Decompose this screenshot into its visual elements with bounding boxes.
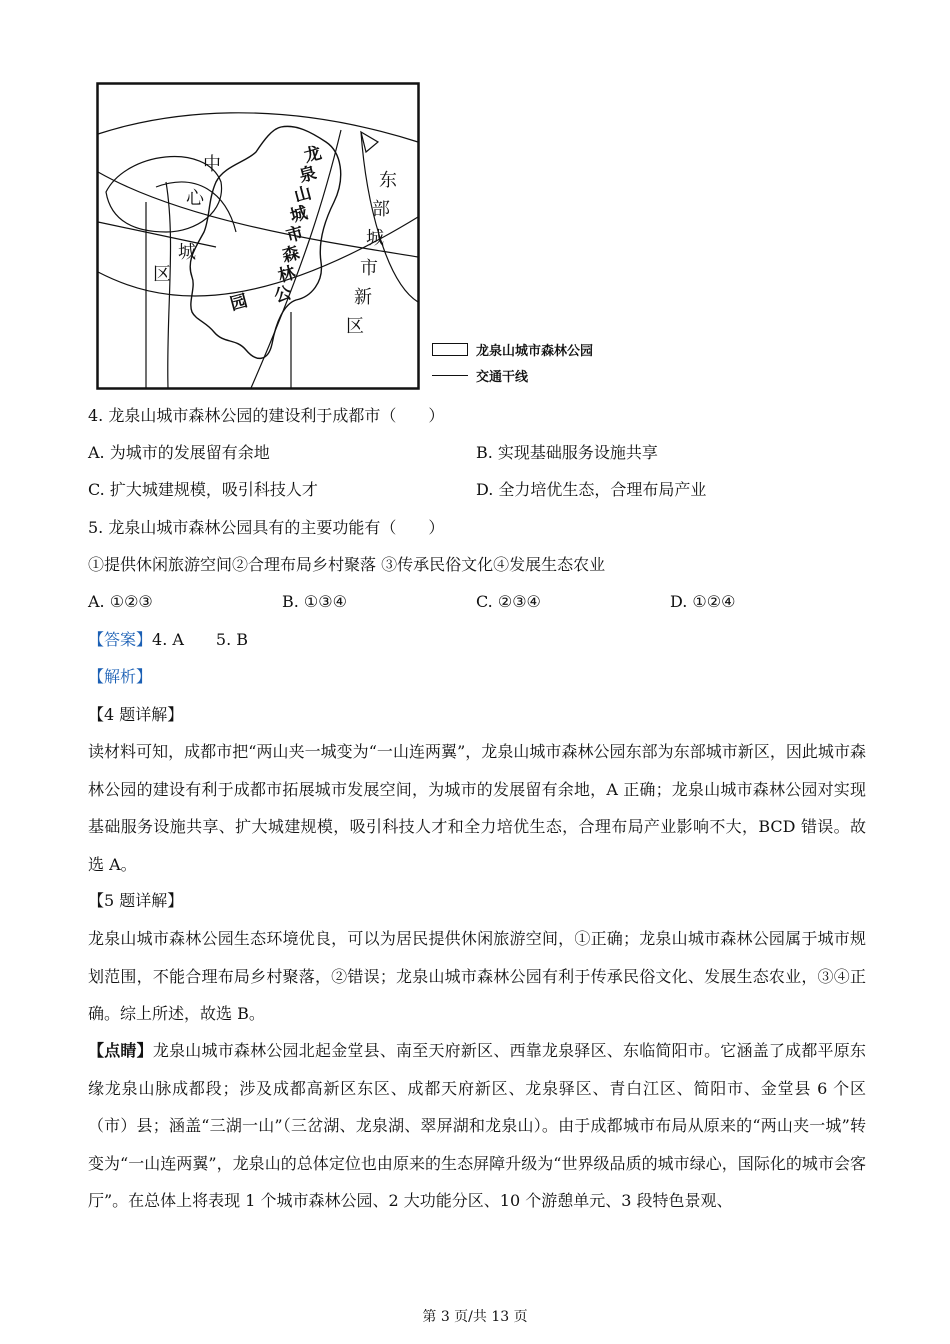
east-label-2: 部 [372,199,390,220]
detail4-heading: 【4 题详解】 [88,705,184,724]
q4-option-d: D. 全力培优生态，合理布局产业 [476,480,707,499]
legend-road-label: 交通干线 [476,369,529,385]
park-label-3: 山 [292,183,314,207]
note-label: 【点睛】 [88,1041,153,1060]
q5-option-c: C. ②③④ [476,592,541,611]
answer-label: 【答案】 [88,630,153,649]
q5-option-b: B. ①③④ [282,592,347,611]
answer-line [88,630,248,650]
q4-stem: 4. 龙泉山城市森林公园的建设利于成都市（ ） [88,406,445,425]
map-legend [432,336,593,388]
east-label-6: 区 [346,316,364,337]
central-label-3: 城 [178,242,196,263]
park-label-9: 园 [228,291,250,315]
note-block [88,1032,866,1220]
east-label-4: 市 [360,258,378,279]
park-label-7: 林 [276,263,298,287]
east-label-1: 东 [379,170,397,191]
q5-option-a: A. ①②③ [88,592,153,611]
q4-option-b: B. 实现基础服务设施共享 [476,443,658,462]
central-label-2: 心 [186,188,204,209]
detail4-text: 读材料可知，成都市把“两山夹一城变为“一山连两翼”，龙泉山城市森林公园东部为东部城市新区，因此城市森林公园的建设有利于成都市拓展城市发展空间，为城市的发展留有余地，A 正确；龙泉山城市森林公园对实现基础服务设施共享、扩大城建规模，吸引科技人才和全力培优生态，合理布局产业影响不大，BCD 错误。故选 A。 [88,742,866,874]
park-label-2: 泉 [297,163,319,187]
q5-stem: 5. 龙泉山城市森林公园具有的主要功能有（ ） [88,518,445,537]
east-label-5: 新 [354,287,372,308]
page-footer: 第 3 页/共 13 页 [422,1309,528,1325]
park-label-5: 市 [284,223,306,247]
legend-park-swatch [432,343,468,356]
analysis-label: 【解析】 [88,667,153,686]
park-label-1: 龙 [302,143,324,167]
central-label-1: 中 [203,154,221,175]
detail5-text: 龙泉山城市森林公园生态环境优良，可以为居民提供休闲旅游空间，①正确；龙泉山城市森林公园属于城市规划范围，不能合理布局乡村聚落，②错误；龙泉山城市森林公园有利于传承民俗文化、发展生态农业，③④正确。综上所述，故选 B。 [88,929,866,1023]
q4-option-c: C. 扩大城建规模，吸引科技人才 [88,480,318,499]
park-label-4: 城 [288,203,310,227]
central-label-4: 区 [153,264,171,285]
answer-value: 4. A 5. B [152,630,249,649]
detail5-heading: 【5 题详解】 [88,891,184,910]
q5-statements: ①提供休闲旅游空间②合理布局乡村聚落 ③传承民俗文化④发展生态农业 [88,555,606,574]
q4-option-a: A. 为城市的发展留有余地 [88,443,270,462]
legend-road-swatch [432,375,468,376]
legend-park-label: 龙泉山城市森林公园 [476,343,594,359]
note-text: 龙泉山城市森林公园北起金堂县、南至天府新区、西靠龙泉驿区、东临简阳市。它涵盖了成都平原东缘龙泉山脉成都段；涉及成都高新区东区、成都天府新区、龙泉驿区、青白江区、简阳市、金堂县 6 个区（市）县；涵盖“三湖一山”（三岔湖、龙泉湖、翠屏湖和龙泉山）。由于成都城市布局从原来的“两山夹一城”转变为“一山连两翼”，龙泉山的总体定位也由原来的生态屏障升级为“世界级品质的城市绿心，国际化的城市会客厅”。在总体上将表现 1 个城市森林公园、2 大功能分区、10 个游憩单元、3 段特色景观、 [88,1041,866,1210]
park-label-8: 公 [272,283,294,307]
park-label-6: 森 [280,243,302,267]
map-figure [96,82,420,390]
east-label-3: 城 [366,228,384,249]
q5-option-d: D. ①②④ [670,592,736,611]
